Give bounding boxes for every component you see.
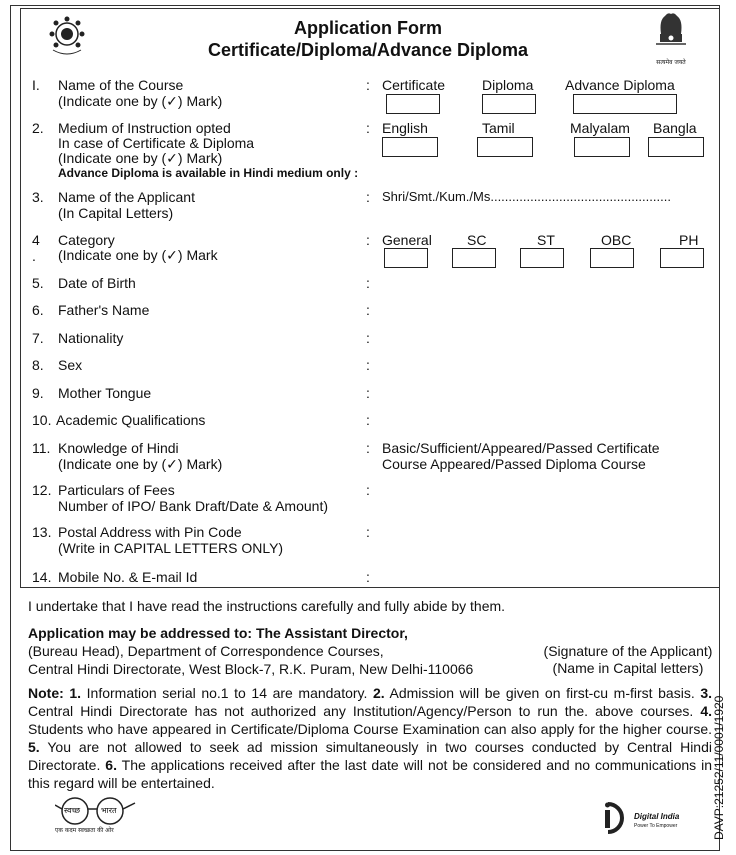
form-title: Application Form xyxy=(294,18,442,38)
davp-code: DAVP:21252/11/0001/1920 xyxy=(712,695,726,840)
checkbox-diploma[interactable] xyxy=(482,94,536,114)
field-label: Name of the Course xyxy=(58,77,184,93)
checkbox-ph[interactable] xyxy=(660,248,704,268)
hindi-medium-note: Advance Diploma is available in Hindi medium only : xyxy=(58,166,359,180)
notes-section: Note: 1. Information serial no.1 to 14 are mandatory. 2. Admission will be given on first-cu m-first basis. 3. Central Hindi Directorate has not authorized any Institution/Agency/Person to run the. above courses. 4. Students who have appeared in Certificate/Diploma Course Examination can also apply for the higher course. 5. You are not allowed to seek ad mission simultaneously in two courses conducted by Central Hindi Directorate. 6. The applications received after the last date will not be considered and no communications in this regard will be entertained. xyxy=(28,685,712,791)
option-st-label: ST xyxy=(537,232,555,248)
emblem-caption: सत्यमेव जयते xyxy=(656,59,686,66)
option-certificate-label: Certificate xyxy=(382,77,446,93)
checkbox-advance-diploma[interactable] xyxy=(573,94,677,114)
national-emblem-icon xyxy=(648,8,694,60)
option-sc-label: SC xyxy=(467,232,487,248)
form-subtitle: Certificate/Diploma/Advance Diploma xyxy=(207,40,529,60)
checkbox-obc[interactable] xyxy=(590,248,634,268)
digital-india-icon xyxy=(600,800,632,836)
address-line-2: Central Hindi Directorate, West Block-7, R.K. Puram, New Delhi-110066 xyxy=(28,661,474,677)
option-malyalam-label: Malyalam xyxy=(570,120,630,136)
address-heading: Application may be addressed to: The Assistant Director, xyxy=(28,625,408,641)
signature-label: (Signature of the Applicant) xyxy=(543,643,713,659)
checkbox-sc[interactable] xyxy=(452,248,496,268)
checkbox-general[interactable] xyxy=(384,248,428,268)
option-diploma-label: Diploma xyxy=(482,77,534,93)
applicant-name-input[interactable]: Shri/Smt./Kum./Ms.................................................. xyxy=(382,189,671,204)
checkbox-bangla[interactable] xyxy=(648,137,704,157)
hindi-knowledge-options-2[interactable]: Course Appeared/Passed Diploma Course xyxy=(382,456,646,472)
checkbox-malyalam[interactable] xyxy=(574,137,630,157)
signature-name-label: (Name in Capital letters) xyxy=(552,660,704,676)
swachh-bharat-logo: स्वच्छ भारत एक कदम स्वच्छता की ओर xyxy=(55,795,175,835)
undertaking-text: I undertake that I have read the instructions carefully and fully abide by them. xyxy=(28,598,506,614)
option-obc-label: OBC xyxy=(601,232,632,248)
option-advance-diploma-label: Advance Diploma xyxy=(565,77,675,93)
option-english-label: English xyxy=(382,120,428,136)
checkbox-tamil[interactable] xyxy=(477,137,533,157)
hindi-knowledge-options[interactable]: Basic/Sufficient/Appeared/Passed Certificate xyxy=(382,440,660,456)
option-general-label: General xyxy=(382,232,432,248)
address-line-1: (Bureau Head), Department of Correspondence Courses, xyxy=(28,643,384,659)
option-tamil-label: Tamil xyxy=(482,120,515,136)
checkbox-certificate[interactable] xyxy=(386,94,440,114)
option-bangla-label: Bangla xyxy=(653,120,697,136)
digital-india-logo: Digital India Power To Empower xyxy=(600,800,680,840)
option-ph-label: PH xyxy=(679,232,699,248)
checkbox-st[interactable] xyxy=(520,248,564,268)
checkbox-english[interactable] xyxy=(382,137,438,157)
